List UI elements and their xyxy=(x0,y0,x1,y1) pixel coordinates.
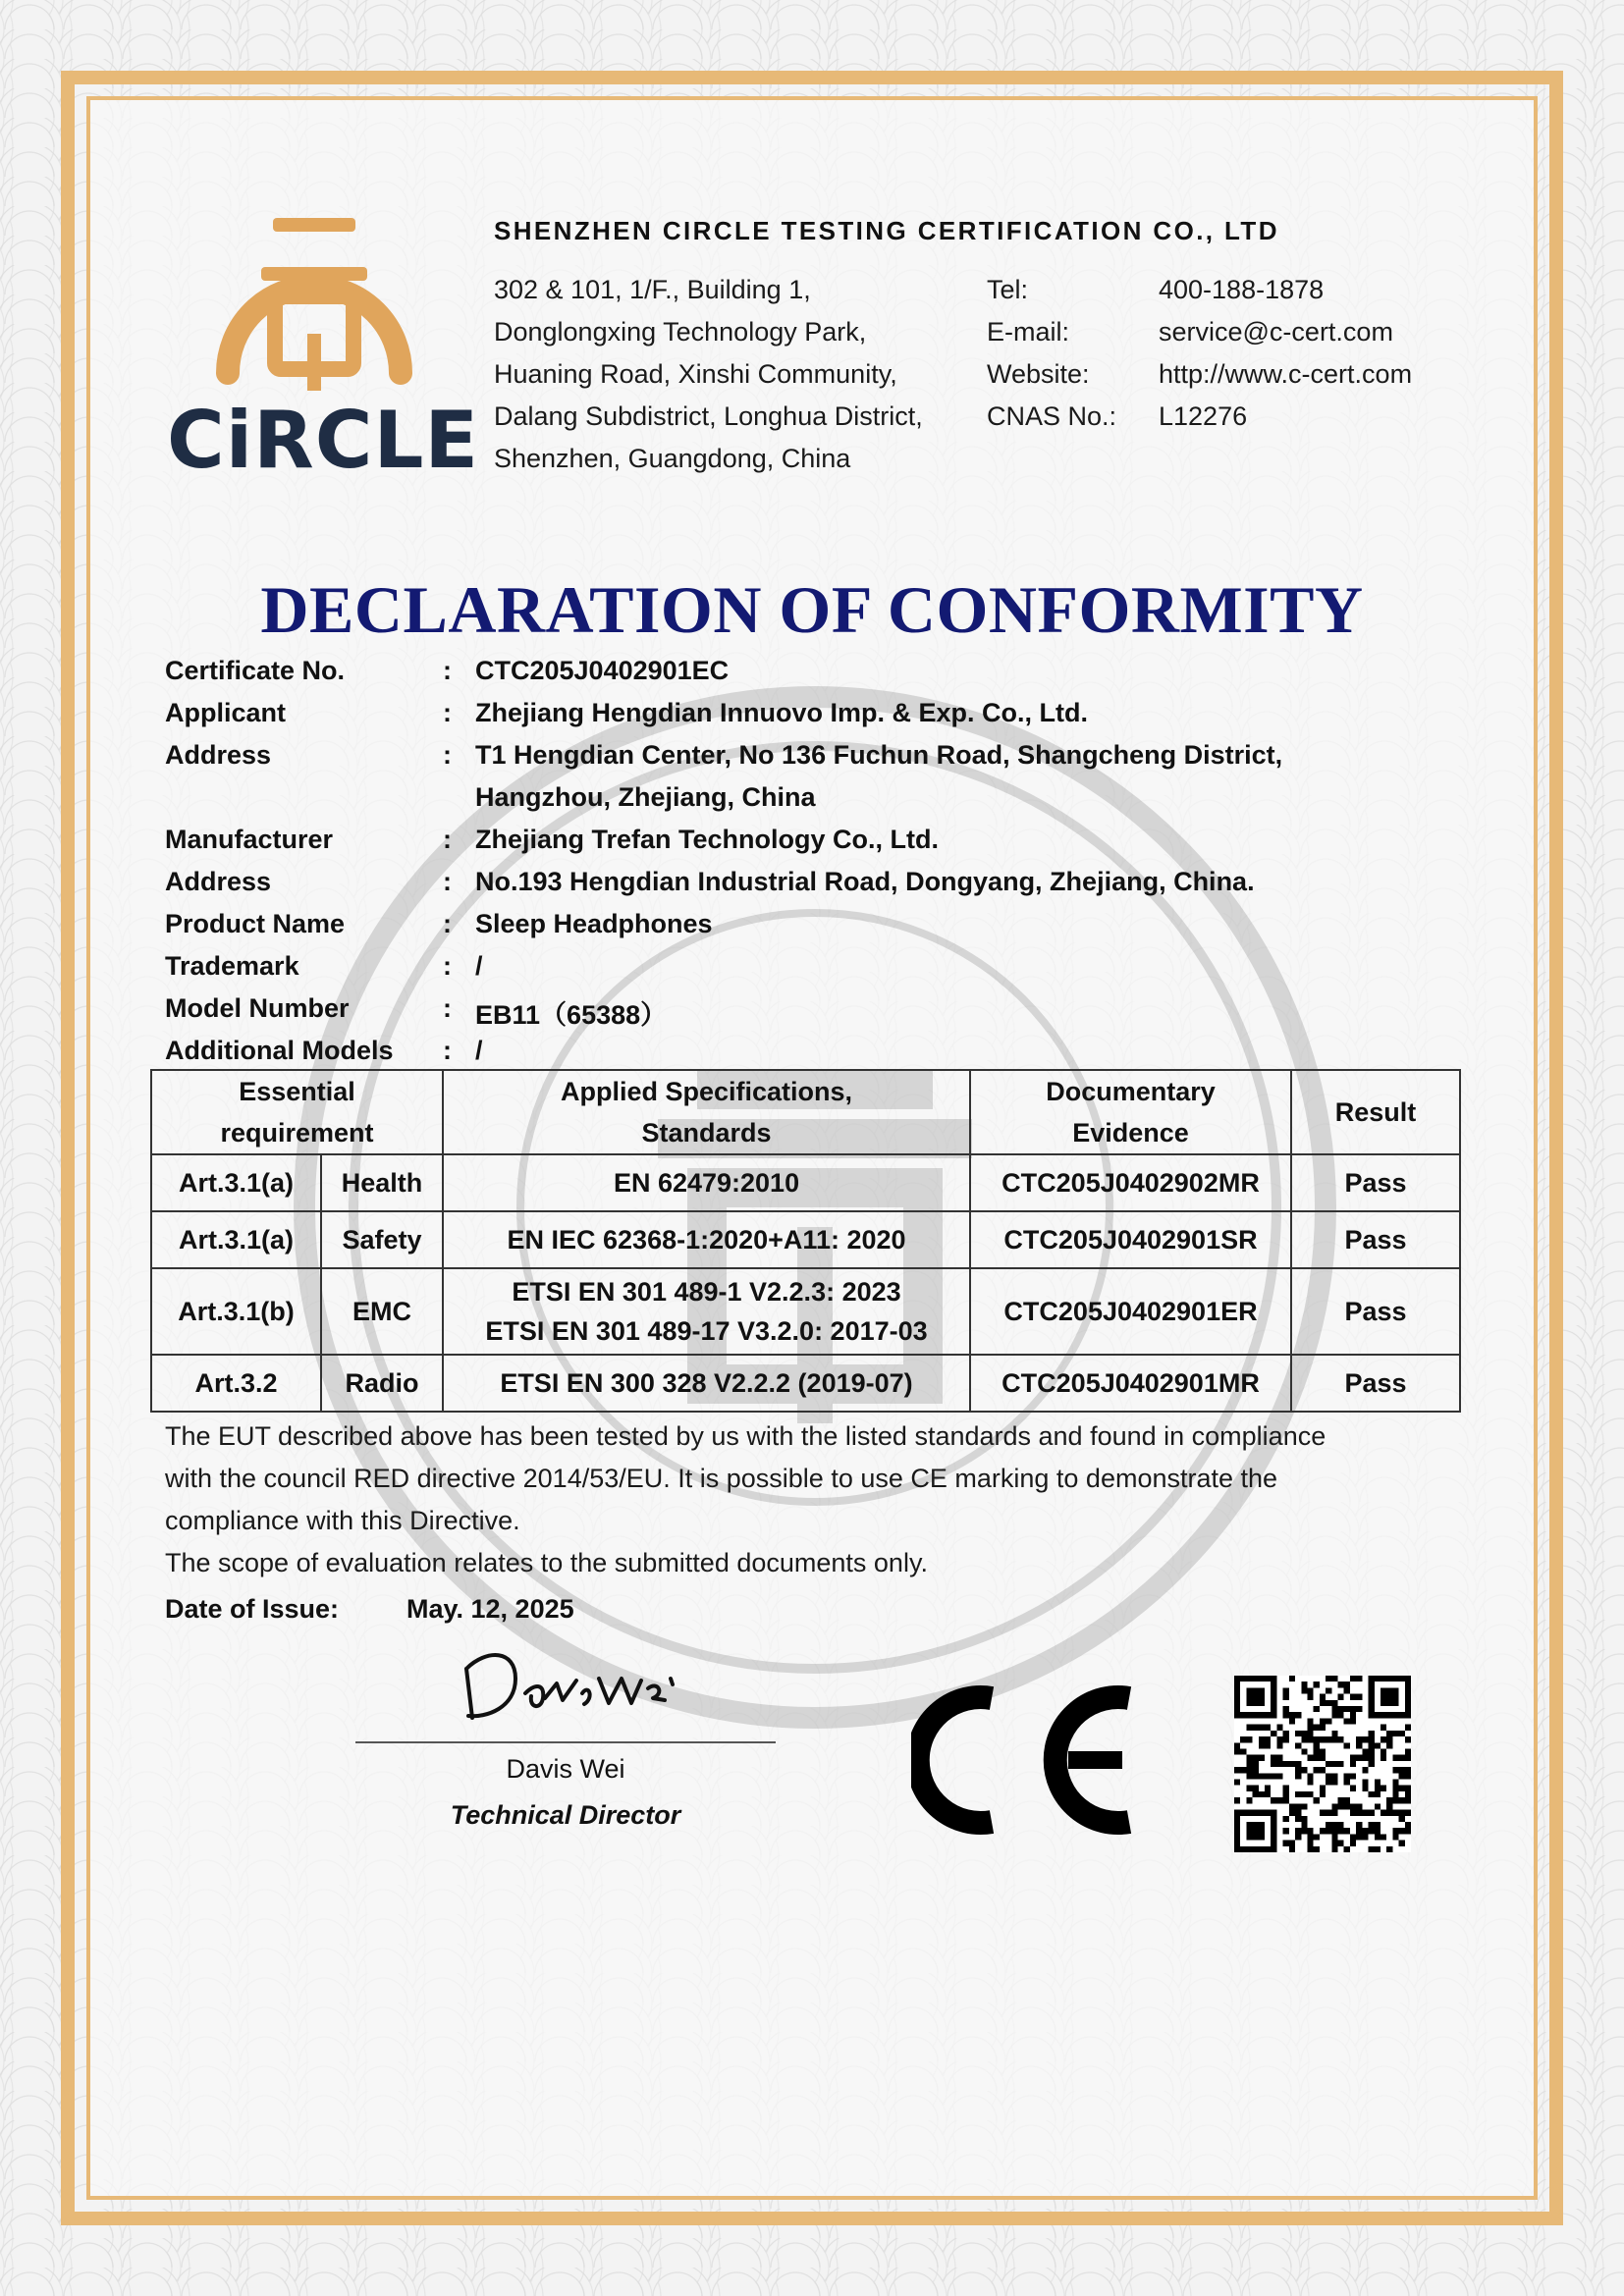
applied-specifications-header xyxy=(443,1070,970,1154)
statement-line-2: with the council RED directive 2014/53/EU. It is possible to use CE marking to demonstrate the xyxy=(165,1464,1278,1493)
company-address-line-5: Shenzhen, Guangdong, China xyxy=(494,444,851,473)
ce-mark-icon xyxy=(911,1677,1137,1843)
header-text: Essential xyxy=(239,1077,355,1106)
product-name-label: Product Name xyxy=(165,909,346,938)
table-row xyxy=(151,1154,1460,1211)
specification-cell xyxy=(443,1268,970,1355)
field-colon: : xyxy=(443,909,452,938)
company-address-line-3: Huaning Road, Xinshi Community, xyxy=(494,359,897,389)
evidence-cell: CTC205J0402901MR xyxy=(970,1355,1291,1412)
applicant-label: Applicant xyxy=(165,698,287,727)
email-value: service@c-cert.com xyxy=(1159,317,1393,347)
requirement-cell: EMC xyxy=(321,1268,443,1355)
field-colon: : xyxy=(443,698,452,727)
model-number-value: EB11（65388） xyxy=(475,1000,668,1030)
field-colon: : xyxy=(443,825,452,854)
company-address-line-1: 302 & 101, 1/F., Building 1, xyxy=(494,275,811,304)
article-cell: Art.3.1(a) xyxy=(151,1211,321,1268)
handwritten-signature-icon xyxy=(447,1639,692,1737)
certificate-no-label: Certificate No. xyxy=(165,656,346,685)
result-cell: Pass xyxy=(1291,1154,1460,1211)
manufacturer-address-label: Address xyxy=(165,867,272,896)
header-text: Standards xyxy=(641,1118,772,1148)
trademark-value: / xyxy=(475,951,483,981)
company-name: SHENZHEN CIRCLE TESTING CERTIFICATION CO., LTD xyxy=(494,216,1279,245)
result-cell: Pass xyxy=(1291,1211,1460,1268)
result-cell: Pass xyxy=(1291,1268,1460,1355)
applicant-address-value-line-1: T1 Hengdian Center, No 136 Fuchun Road, Shangcheng District, xyxy=(475,740,1283,770)
field-colon: : xyxy=(443,993,452,1023)
field-colon: : xyxy=(443,867,452,896)
signer-name: Davis Wei xyxy=(506,1754,625,1784)
header-text: requirement xyxy=(220,1118,374,1148)
additional-models-value: / xyxy=(475,1036,483,1065)
date-of-issue-value: May. 12, 2025 xyxy=(406,1594,574,1624)
specification-table xyxy=(150,1069,1461,1413)
field-colon: : xyxy=(443,656,452,685)
model-number-label: Model Number xyxy=(165,993,350,1023)
essential-requirement-header xyxy=(151,1070,443,1154)
product-name-value: Sleep Headphones xyxy=(475,909,713,938)
signer-title: Technical Director xyxy=(450,1800,681,1830)
trademark-label: Trademark xyxy=(165,951,299,981)
cnas-value: L12276 xyxy=(1159,401,1248,431)
statement-line-4: The scope of evaluation relates to the submitted documents only. xyxy=(165,1548,928,1577)
logo-wordmark: CiRCLE xyxy=(167,395,480,486)
header-text: Applied Specifications, xyxy=(560,1077,853,1106)
article-cell: Art.3.2 xyxy=(151,1355,321,1412)
signature-line xyxy=(355,1741,776,1743)
tel-label: Tel: xyxy=(987,275,1029,304)
header-text: Evidence xyxy=(1072,1118,1189,1148)
statement-line-3: compliance with this Directive. xyxy=(165,1506,520,1535)
applicant-address-label: Address xyxy=(165,740,272,770)
company-address-line-4: Dalang Subdistrict, Longhua District, xyxy=(494,401,923,431)
table-row xyxy=(151,1211,1460,1268)
evidence-cell: CTC205J0402901SR xyxy=(970,1211,1291,1268)
document-title: DECLARATION OF CONFORMITY xyxy=(260,572,1364,647)
evidence-cell: CTC205J0402902MR xyxy=(970,1154,1291,1211)
documentary-evidence-header xyxy=(970,1070,1291,1154)
result-header: Result xyxy=(1291,1070,1460,1154)
email-label: E-mail: xyxy=(987,317,1070,347)
manufacturer-value: Zhejiang Trefan Technology Co., Ltd. xyxy=(475,825,940,854)
applicant-value: Zhejiang Hengdian Innuovo Imp. & Exp. Co., Ltd. xyxy=(475,698,1088,727)
header-text: Documentary xyxy=(1046,1077,1216,1106)
specification-cell: EN 62479:2010 xyxy=(443,1154,970,1211)
statement-line-1: The EUT described above has been tested by us with the listed standards and found in compliance xyxy=(165,1421,1326,1451)
date-of-issue-label: Date of Issue: xyxy=(165,1594,340,1624)
manufacturer-label: Manufacturer xyxy=(165,825,334,854)
manufacturer-address-value: No.193 Hengdian Industrial Road, Dongyang, Zhejiang, China. xyxy=(475,867,1255,896)
field-colon: : xyxy=(443,951,452,981)
requirement-cell: Safety xyxy=(321,1211,443,1268)
table-row xyxy=(151,1268,1460,1355)
article-cell: Art.3.1(b) xyxy=(151,1268,321,1355)
field-colon: : xyxy=(443,1036,452,1065)
website-value: http://www.c-cert.com xyxy=(1159,359,1413,389)
tel-value: 400-188-1878 xyxy=(1159,275,1325,304)
specification-line: ETSI EN 301 489-1 V2.2.3: 2023 xyxy=(512,1277,901,1307)
table-row xyxy=(151,1355,1460,1412)
cnas-label: CNAS No.: xyxy=(987,401,1117,431)
applicant-address-value-line-2: Hangzhou, Zhejiang, China xyxy=(475,782,816,812)
website-label: Website: xyxy=(987,359,1090,389)
additional-models-label: Additional Models xyxy=(165,1036,394,1065)
company-address-line-2: Donglongxing Technology Park, xyxy=(494,317,867,347)
specification-line: ETSI EN 301 489-17 V3.2.0: 2017-03 xyxy=(485,1316,928,1346)
article-cell: Art.3.1(a) xyxy=(151,1154,321,1211)
specification-cell: EN IEC 62368-1:2020+A11: 2020 xyxy=(443,1211,970,1268)
specification-cell: ETSI EN 300 328 V2.2.2 (2019-07) xyxy=(443,1355,970,1412)
qr-code-icon xyxy=(1234,1676,1411,1852)
certificate-no-value: CTC205J0402901EC xyxy=(475,656,730,685)
evidence-cell: CTC205J0402901ER xyxy=(970,1268,1291,1355)
requirement-cell: Radio xyxy=(321,1355,443,1412)
requirement-cell: Health xyxy=(321,1154,443,1211)
table-header-row xyxy=(151,1070,1460,1154)
result-cell: Pass xyxy=(1291,1355,1460,1412)
field-colon: : xyxy=(443,740,452,770)
